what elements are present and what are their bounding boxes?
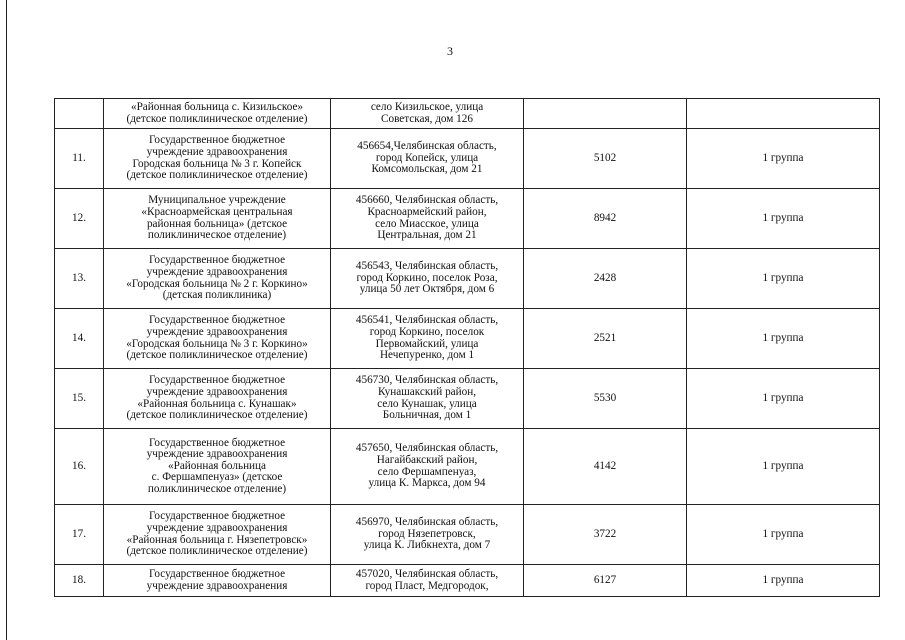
count-cell: 3722 [524, 505, 687, 565]
row-number-cell: 12. [55, 189, 104, 249]
institution-name-line: Государственное бюджетное [148, 314, 286, 327]
group-cell: 1 группа [687, 129, 880, 189]
institution-name-line: учреждение здравоохранения [146, 145, 288, 158]
count-cell: 6127 [524, 565, 687, 597]
row-number-cell: 16. [55, 429, 104, 505]
institution-name-line: (детское поликлиническое отделение) [126, 409, 308, 422]
table-body [55, 99, 880, 597]
institution-name-cell [104, 565, 331, 597]
address-cell [331, 505, 524, 565]
institution-name-line: Государственное бюджетное [148, 567, 286, 580]
institution-name-cell [104, 189, 331, 249]
table-row [55, 429, 880, 505]
address-line: 456541, Челябинская область, [355, 314, 499, 327]
count-cell: 5102 [524, 129, 687, 189]
group-cell: 1 группа [687, 189, 880, 249]
institution-name-line: учреждение здравоохранения [146, 579, 288, 592]
group-cell: 1 группа [687, 505, 880, 565]
institutions-table [54, 98, 880, 597]
address-line: Кунашакский район, [378, 385, 476, 398]
institution-name-line: районная больница» (детское [146, 217, 288, 230]
institution-name-line: Муниципальное учреждение [148, 194, 286, 207]
table-row [55, 309, 880, 369]
address-line: село Миасское, улица [375, 217, 479, 230]
institution-name-line: Государственное бюджетное [148, 436, 286, 449]
row-number-cell: 13. [55, 249, 104, 309]
address-line: Центральная, дом 21 [377, 229, 477, 242]
count-cell: 2428 [524, 249, 687, 309]
address-line: 456543, Челябинская область, [355, 260, 499, 273]
institution-name-line: учреждение здравоохранения [146, 385, 288, 398]
address-line: Нагайбакский район, [376, 453, 478, 466]
address-line: 457020, Челябинская область, [355, 567, 499, 580]
table-row [55, 505, 880, 565]
address-line: Комсомольская, дом 21 [371, 163, 483, 176]
address-line: 456970, Челябинская область, [355, 516, 499, 529]
table-row [55, 369, 880, 429]
page-number: 3 [447, 44, 453, 58]
address-line: город Нязепетровск, [378, 527, 476, 540]
institution-name-cell [104, 129, 331, 189]
address-line: Советская, дом 126 [381, 112, 473, 125]
table-row [55, 129, 880, 189]
institution-name-cell [104, 429, 331, 505]
institution-name-line: (детская поликлиника) [162, 289, 272, 302]
institution-name-cell [104, 505, 331, 565]
institution-name-line: Государственное бюджетное [148, 374, 286, 387]
address-cell [331, 99, 524, 129]
institution-name-line: «Районная больница с. Кизильское» [130, 100, 303, 113]
address-line: улица К. Либкнехта, дом 7 [363, 539, 491, 552]
address-cell [331, 249, 524, 309]
address-line: улица 50 лет Октября, дом 6 [359, 283, 495, 296]
address-cell [331, 129, 524, 189]
institution-name-cell [104, 309, 331, 369]
institution-name-cell [104, 249, 331, 309]
institution-name-line: «Районная больница с. Кунашак» [137, 397, 297, 410]
institution-name-line: Государственное бюджетное [148, 510, 286, 523]
count-cell: 4142 [524, 429, 687, 505]
address-line: село Кунашак, улица [377, 397, 477, 410]
address-cell [331, 369, 524, 429]
group-cell [687, 99, 880, 129]
address-cell [331, 565, 524, 597]
address-line: село Фершампенуаз, [377, 465, 477, 478]
institution-name-line: с. Фершампенуаз» (детское [151, 471, 283, 484]
address-line: Первомайский, улица [375, 337, 479, 350]
institution-name-line: поликлиническое отделение) [147, 482, 287, 495]
address-line: село Кизильское, улица [370, 100, 484, 113]
institution-name-line: учреждение здравоохранения [146, 265, 288, 278]
group-cell: 1 группа [687, 369, 880, 429]
address-line: 456660, Челябинская область, [355, 194, 499, 207]
count-cell: 8942 [524, 189, 687, 249]
row-number-cell: 17. [55, 505, 104, 565]
row-number-cell: 14. [55, 309, 104, 369]
address-line: город Коркино, поселок Роза, [356, 271, 498, 284]
address-line: Больничная, дом 1 [382, 409, 472, 422]
address-line: 456730, Челябинская область, [355, 374, 499, 387]
row-number-cell: 15. [55, 369, 104, 429]
institution-name-line: «Районная больница [168, 459, 266, 472]
institution-name-line: Государственное бюджетное [148, 254, 286, 267]
institution-name-line: (детское поликлиническое отделение) [126, 169, 308, 182]
institution-name-line: (детское поликлиническое отделение) [126, 349, 308, 362]
address-line: Нечепуренко, дом 1 [379, 349, 475, 362]
row-number-cell: 18. [55, 565, 104, 597]
institution-name-line: учреждение здравоохранения [146, 521, 288, 534]
address-cell [331, 189, 524, 249]
table-row [55, 565, 880, 597]
address-line: Красноармейский район, [367, 205, 487, 218]
institution-name-line: «Городская больница № 3 г. Коркино» [126, 337, 308, 350]
institution-name-line: «Красноармейская центральная [141, 205, 293, 218]
group-cell: 1 группа [687, 249, 880, 309]
table-row [55, 99, 880, 129]
group-cell: 1 группа [687, 429, 880, 505]
group-cell: 1 группа [687, 565, 880, 597]
address-line: 457650, Челябинская область, [355, 442, 499, 455]
institution-name-line: учреждение здравоохранения [146, 448, 288, 461]
table-row [55, 249, 880, 309]
institution-name-line: «Районная больница г. Нязепетровск» [126, 533, 308, 546]
institution-name-line: учреждение здравоохранения [146, 325, 288, 338]
count-cell [524, 99, 687, 129]
institution-name-cell [104, 369, 331, 429]
table-row [55, 189, 880, 249]
address-line: город Коркино, поселок [369, 325, 485, 338]
address-cell [331, 309, 524, 369]
institution-name-line: «Городская больница № 2 г. Коркино» [126, 277, 308, 290]
institution-name-line: Городская больница № 3 г. Копейск [132, 157, 302, 170]
row-number-cell [55, 99, 104, 129]
institution-name-line: Государственное бюджетное [148, 134, 286, 147]
institution-name-cell [104, 99, 331, 129]
address-line: 456654,Челябинская область, [357, 140, 497, 153]
left-margin-line [6, 0, 7, 640]
group-cell: 1 группа [687, 309, 880, 369]
row-number-cell: 11. [55, 129, 104, 189]
address-line: город Копейск, улица [375, 151, 479, 164]
address-cell [331, 429, 524, 505]
address-line: город Пласт, Медгородок, [365, 579, 489, 592]
address-line: улица К. Маркса, дом 94 [368, 477, 486, 490]
institution-name-line: поликлиническое отделение) [147, 229, 287, 242]
institution-name-line: (детское поликлиническое отделение) [126, 112, 308, 125]
count-cell: 2521 [524, 309, 687, 369]
institution-name-line: (детское поликлиническое отделение) [126, 545, 308, 558]
count-cell: 5530 [524, 369, 687, 429]
